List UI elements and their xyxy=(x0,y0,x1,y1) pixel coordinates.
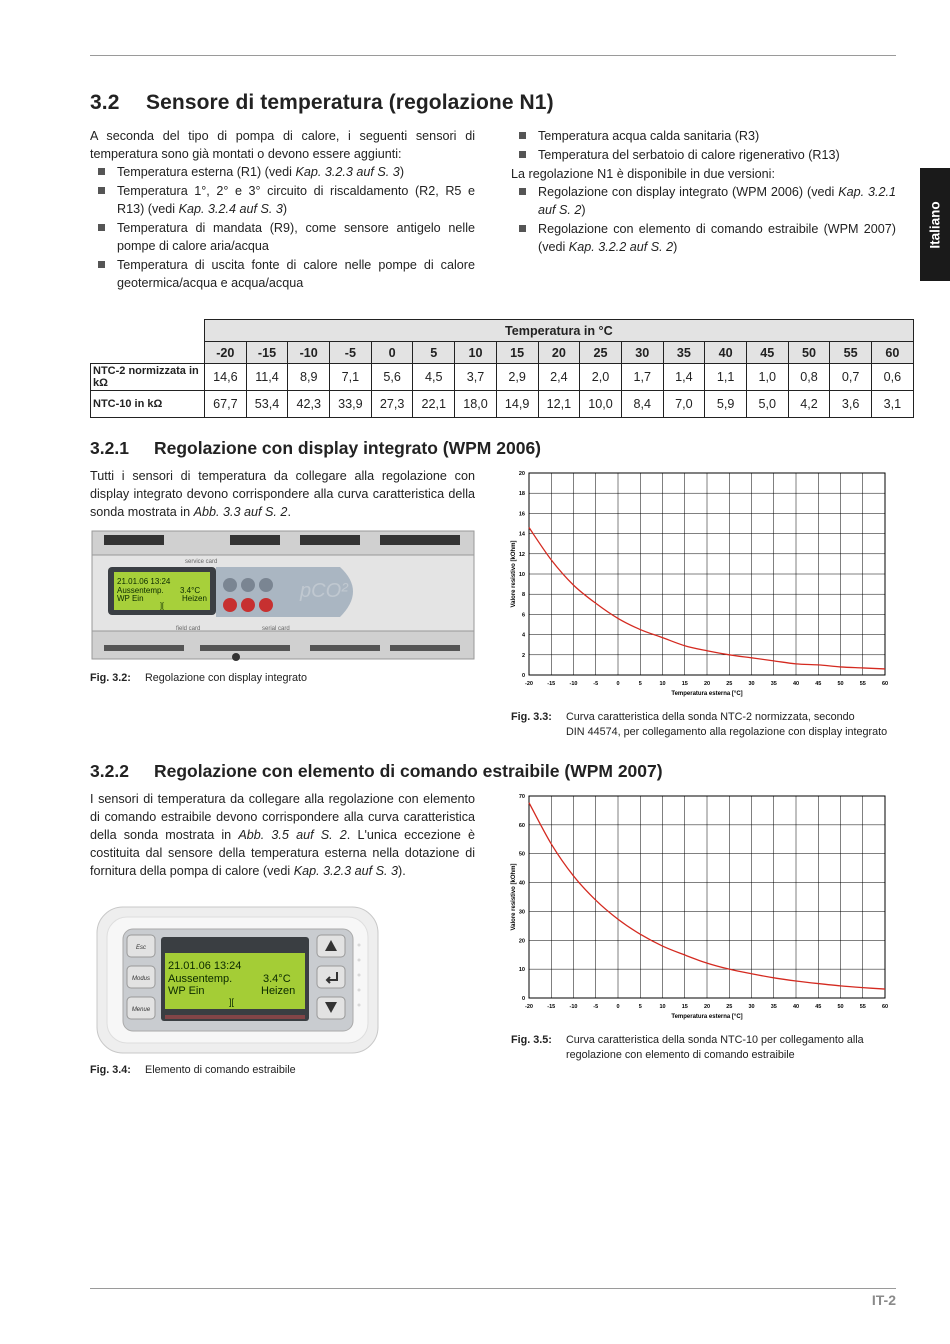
bullet-ref[interactable]: Kap. 3.2.3 auf S. 3 xyxy=(295,165,400,179)
subsection-1-heading xyxy=(90,438,541,459)
temp-header-cell: -15 xyxy=(246,342,288,364)
y-tick-label: 0 xyxy=(521,996,525,1002)
table-cell: 2,0 xyxy=(580,364,622,391)
temp-header-cell: 45 xyxy=(746,342,788,364)
table-cell: 0,8 xyxy=(788,364,830,391)
temp-header-cell: 20 xyxy=(538,342,580,364)
display1-line2b: 3.4°C xyxy=(180,586,201,595)
table-cell: 7,1 xyxy=(330,364,372,391)
right-keypad xyxy=(317,935,345,1019)
display2-line1: 21.01.06 13:24 xyxy=(168,960,242,972)
table-cell: 2,4 xyxy=(538,364,580,391)
x-tick-label: 25 xyxy=(726,681,733,687)
temp-header-cell: 25 xyxy=(580,342,622,364)
bullet-ref[interactable]: Kap. 3.2.2 auf S. 2 xyxy=(568,240,674,254)
table-cell: 14,6 xyxy=(205,364,247,391)
display1-line3b: Heizen xyxy=(182,594,207,603)
brand-logo: pCO² xyxy=(300,580,348,602)
y-tick-label: 16 xyxy=(518,511,525,518)
y-tick-label: 70 xyxy=(518,794,525,800)
x-tick-label: 15 xyxy=(681,681,688,687)
table-row xyxy=(91,391,914,418)
x-tick-label: 45 xyxy=(815,1004,822,1010)
temp-header-cell: 5 xyxy=(413,342,455,364)
table-cell: 22,1 xyxy=(413,391,455,418)
x-tick-label: 10 xyxy=(659,1004,666,1010)
temp-header-cell: 50 xyxy=(788,342,830,364)
temp-header-cell: 15 xyxy=(496,342,538,364)
subsection-1-ref[interactable]: Abb. 3.3 auf S. 2 xyxy=(193,505,288,519)
sensor-list-right xyxy=(511,127,896,164)
x-tick-label: 5 xyxy=(638,1004,642,1010)
table-cell: 7,0 xyxy=(663,391,705,418)
resistance-table xyxy=(90,319,914,418)
esc-key-label: Esc xyxy=(135,945,147,951)
table-cell: 0,6 xyxy=(872,364,914,391)
display1-line4: ][ xyxy=(160,603,164,610)
x-tick-label: 30 xyxy=(748,1004,755,1010)
fig-3-5-text-2: regolazione con elemento di comando estraibile xyxy=(566,1049,795,1061)
page-number: IT-2 xyxy=(871,1292,896,1308)
bullet-item xyxy=(90,219,475,255)
table-cell: 4,5 xyxy=(413,364,455,391)
bottom-rule xyxy=(90,1288,896,1289)
subsection-1-body: Tutti i sensori di temperatura da collegare alla regolazione con display integrato devono corrispondere alla curva caratteristica della sonda mostrata in xyxy=(90,469,475,519)
x-tick-label: 60 xyxy=(881,1004,889,1010)
menue-key-label: Menue xyxy=(131,1007,151,1013)
fig-3-5-caption xyxy=(511,1033,901,1063)
fig-3-3-label: Fig. 3.3: xyxy=(511,711,552,723)
fig-3-2-text: Regolazione con display integrato xyxy=(145,672,308,684)
table-header: Temperatura in °C xyxy=(205,320,914,342)
bullet-text: Temperatura di uscita fonte di calore nelle pompe di calore geotermica/acqua e acqua/acqua xyxy=(117,258,475,290)
bullet-tail: ) xyxy=(282,202,288,216)
subsection-2-ref[interactable]: Abb. 3.5 auf S. 2 xyxy=(238,828,347,842)
table-cell: 1,4 xyxy=(663,364,705,391)
x-tick-label: -15 xyxy=(547,1004,556,1010)
table-cell: 4,2 xyxy=(788,391,830,418)
bullet-tail: ) xyxy=(399,165,405,179)
table-cell: 33,9 xyxy=(330,391,372,418)
fig-3-4-label: Fig. 3.4: xyxy=(90,1064,131,1076)
section-intro-block xyxy=(90,127,475,293)
bullet-text: Temperatura di mandata (R9), come sensore antigelo nelle pompe di calore aria/acqua xyxy=(117,221,475,253)
x-tick-label: 35 xyxy=(770,681,777,687)
sensor-list-left xyxy=(90,163,475,292)
temp-header-cell: 30 xyxy=(621,342,663,364)
y-tick-label: 50 xyxy=(518,851,525,858)
bullet-text: Regolazione con display integrato (WPM 2006) (vedi xyxy=(538,185,839,199)
x-tick-label: 20 xyxy=(703,681,711,687)
table-row xyxy=(91,364,914,391)
bullet-item xyxy=(90,182,475,218)
temp-header-cell: 0 xyxy=(371,342,413,364)
bullet-item xyxy=(511,146,896,164)
subsection-2-tail-a: . L'unica eccezione è costituita dal sensore della temperatura esterna nella dotazione di fornitura della pompa di calore (vedi xyxy=(90,828,475,878)
bullet-text: Temperatura 1°, 2° e 3° circuito di riscaldamento (R2, R5 e R13) (vedi xyxy=(117,184,475,216)
table-cell: 5,0 xyxy=(746,391,788,418)
table-cell: 1,0 xyxy=(746,364,788,391)
section-intro: A seconda del tipo di pompa di calore, i seguenti sensori di temperatura sono già montati o devono essere aggiunti: xyxy=(90,129,475,161)
serial-card-label: serial card xyxy=(262,626,290,632)
temp-header-cell: -5 xyxy=(330,342,372,364)
bullet-item xyxy=(511,220,896,256)
wpm2006-controller-image xyxy=(90,527,476,663)
table-cell: 53,4 xyxy=(246,391,288,418)
temp-header-cell: -20 xyxy=(205,342,247,364)
subsection-1-title: Regolazione con display integrato (WPM 2006) xyxy=(154,438,542,458)
fig-3-3-caption xyxy=(511,710,901,740)
x-tick-label: -15 xyxy=(547,681,556,687)
temp-header-cell: 55 xyxy=(830,342,872,364)
table-cell: 8,4 xyxy=(621,391,663,418)
y-axis-label: Valore resistivo [kOhm] xyxy=(511,863,517,931)
subsection-2-ref2[interactable]: Kap. 3.2.3 auf S. 3 xyxy=(293,864,399,878)
table-cell: 0,7 xyxy=(830,364,872,391)
table-cell: 3,7 xyxy=(455,364,497,391)
x-tick-label: 55 xyxy=(859,681,866,687)
y-tick-label: 60 xyxy=(518,822,525,829)
y-tick-label: 10 xyxy=(518,967,525,974)
bullet-text: Regolazione con elemento di comando estraibile (WPM 2007) (vedi xyxy=(538,222,896,254)
x-tick-label: 60 xyxy=(881,681,889,687)
subsection-2-tail-b: ). xyxy=(398,864,406,878)
language-tab[interactable] xyxy=(920,168,950,281)
ntc10-chart xyxy=(505,788,897,1023)
table-cell: 3,6 xyxy=(830,391,872,418)
bullet-ref[interactable]: Kap. 3.2.1 auf S. 2 xyxy=(538,185,896,217)
bullet-item xyxy=(90,163,475,181)
x-tick-label: 40 xyxy=(792,1004,800,1010)
x-tick-label: 10 xyxy=(659,681,666,687)
display2-line2b: 3.4°C xyxy=(263,973,291,985)
table-cell: 5,6 xyxy=(371,364,413,391)
temp-header-cell: -10 xyxy=(288,342,330,364)
x-tick-label: 20 xyxy=(703,1004,711,1010)
section-heading xyxy=(90,91,554,115)
subsection-1-text xyxy=(90,467,475,521)
modus-button[interactable] xyxy=(241,578,255,592)
x-tick-label: 0 xyxy=(616,681,620,687)
bullet-text: Temperatura del serbatoio di calore rigenerativo (R13) xyxy=(538,148,840,162)
section-title: Sensore di temperatura (regolazione N1) xyxy=(146,91,554,114)
left-keypad xyxy=(127,935,155,1019)
bullet-item xyxy=(90,256,475,292)
bullet-text: Temperatura esterna (R1) (vedi xyxy=(117,165,296,179)
row-label: NTC-2 normizzata in kΩ xyxy=(91,364,205,391)
display1-line1: 21.01.06 13:24 xyxy=(117,577,171,586)
modus-key-label: Modus xyxy=(131,976,151,982)
subsection-2-heading xyxy=(90,761,663,782)
bullet-tail: ) xyxy=(581,203,586,217)
x-tick-label: 55 xyxy=(859,1004,866,1010)
subsection-2-number: 3.2.2 xyxy=(90,761,129,781)
table-cell: 42,3 xyxy=(288,391,330,418)
display2-line4: ][ xyxy=(229,997,235,1007)
temp-header-cell: 35 xyxy=(663,342,705,364)
y-tick-label: 10 xyxy=(518,572,525,578)
esc-button[interactable] xyxy=(223,578,237,592)
language-tab-label: Italiano xyxy=(927,200,943,249)
fig-3-3-text-1: Curva caratteristica della sonda NTC-2 normizzata, secondo xyxy=(566,711,855,723)
x-tick-label: -20 xyxy=(525,1004,533,1010)
x-tick-label: 35 xyxy=(770,1004,777,1010)
table-cell: 10,0 xyxy=(580,391,622,418)
y-tick-label: 14 xyxy=(518,531,525,538)
x-tick-label: 0 xyxy=(616,1004,620,1010)
y-tick-label: 6 xyxy=(521,612,525,619)
y-tick-label: 20 xyxy=(518,938,525,945)
x-tick-label: 50 xyxy=(837,681,844,687)
top-rule xyxy=(90,55,896,56)
enter-button[interactable] xyxy=(259,598,273,612)
display2-line2a: Aussentemp. xyxy=(168,973,233,985)
subsection-2-text xyxy=(90,790,475,880)
fig-3-4-caption xyxy=(90,1063,296,1078)
x-axis-label: Temperatura esterna [°C] xyxy=(671,1014,743,1020)
subsection-2-title: Regolazione con elemento di comando estraibile (WPM 2007) xyxy=(154,761,663,781)
x-tick-label: 50 xyxy=(837,1004,844,1010)
bullet-ref[interactable]: Kap. 3.2.4 auf S. 3 xyxy=(178,202,283,216)
up-button[interactable] xyxy=(241,598,255,612)
table-cell: 27,3 xyxy=(371,391,413,418)
section-right-block xyxy=(511,127,896,257)
down-button[interactable] xyxy=(223,598,237,612)
fig-3-2-label: Fig. 3.2: xyxy=(90,672,131,684)
versions-intro: La regolazione N1 è disponibile in due versioni: xyxy=(511,167,775,181)
subsection-1-tail: . xyxy=(287,505,291,519)
wpm2007-terminal-image xyxy=(95,905,380,1055)
fig-3-5-text-1: Curva caratteristica della sonda NTC-10 per collegamento alla xyxy=(566,1034,864,1046)
service-card-label: service card xyxy=(185,559,218,565)
display1-line2a: Aussentemp. xyxy=(117,586,164,595)
y-tick-label: 18 xyxy=(518,491,525,498)
section-number: 3.2 xyxy=(90,91,120,114)
bullet-item xyxy=(511,127,896,145)
y-tick-label: 8 xyxy=(521,592,525,599)
versions-list xyxy=(511,183,896,256)
table-cell: 18,0 xyxy=(455,391,497,418)
x-tick-label: 5 xyxy=(638,681,642,687)
table-cell: 1,7 xyxy=(621,364,663,391)
temp-header-cell: 40 xyxy=(705,342,747,364)
x-tick-label: 25 xyxy=(726,1004,733,1010)
subsection-2-body: I sensori di temperatura da collegare alla regolazione con elemento di comando estraibile devono corrispondere alla curva caratteristica della sonda mostrata in xyxy=(90,792,475,842)
y-tick-label: 12 xyxy=(518,551,525,558)
fig-3-3-text-2: DIN 44574, per collegamento alla regolazione con display integrato xyxy=(566,726,888,738)
x-axis-label: Temperatura esterna [°C] xyxy=(671,691,743,697)
fig-3-4-text: Elemento di comando estraibile xyxy=(145,1064,296,1076)
table-cell: 8,9 xyxy=(288,364,330,391)
bullet-text: Temperatura acqua calda sanitaria (R3) xyxy=(538,129,760,143)
y-axis-label: Valore resistivo [kOhm] xyxy=(511,540,517,608)
bullet-item xyxy=(511,183,896,219)
bullet-tail: ) xyxy=(673,240,678,254)
table-cell: 67,7 xyxy=(205,391,247,418)
row-label: NTC-10 in kΩ xyxy=(91,391,205,418)
subsection-1-number: 3.2.1 xyxy=(90,438,129,458)
fig-3-5-label: Fig. 3.5: xyxy=(511,1034,552,1046)
table-cell: 5,9 xyxy=(705,391,747,418)
display2-line3b: Heizen xyxy=(261,985,296,997)
y-tick-label: 2 xyxy=(521,652,525,659)
x-tick-label: -20 xyxy=(525,681,533,687)
menue-button[interactable] xyxy=(259,578,273,592)
display1-line3a: WP Ein xyxy=(117,594,144,603)
x-tick-label: -5 xyxy=(593,681,599,687)
table-cell: 2,9 xyxy=(496,364,538,391)
display2-line3a: WP Ein xyxy=(168,985,205,997)
y-tick-label: 30 xyxy=(518,909,525,916)
ntc2-chart xyxy=(505,465,897,700)
x-tick-label: 30 xyxy=(748,681,755,687)
table-cell: 12,1 xyxy=(538,391,580,418)
field-card-label: field card xyxy=(176,626,201,632)
y-tick-label: 0 xyxy=(521,673,525,679)
y-tick-label: 20 xyxy=(518,471,525,477)
y-tick-label: 4 xyxy=(521,632,525,639)
x-tick-label: 15 xyxy=(681,1004,688,1010)
table-cell: 11,4 xyxy=(246,364,288,391)
x-tick-label: -10 xyxy=(569,681,578,687)
enter-key[interactable] xyxy=(317,966,345,988)
table-cell: 1,1 xyxy=(705,364,747,391)
y-tick-label: 40 xyxy=(518,880,525,887)
x-tick-label: -5 xyxy=(593,1004,599,1010)
x-tick-label: 45 xyxy=(815,681,822,687)
fig-3-2-caption xyxy=(90,671,307,686)
temp-header-cell: 10 xyxy=(455,342,497,364)
table-cell: 14,9 xyxy=(496,391,538,418)
x-tick-label: 40 xyxy=(792,681,800,687)
x-tick-label: -10 xyxy=(569,1004,578,1010)
table-cell: 3,1 xyxy=(872,391,914,418)
temp-header-cell: 60 xyxy=(872,342,914,364)
